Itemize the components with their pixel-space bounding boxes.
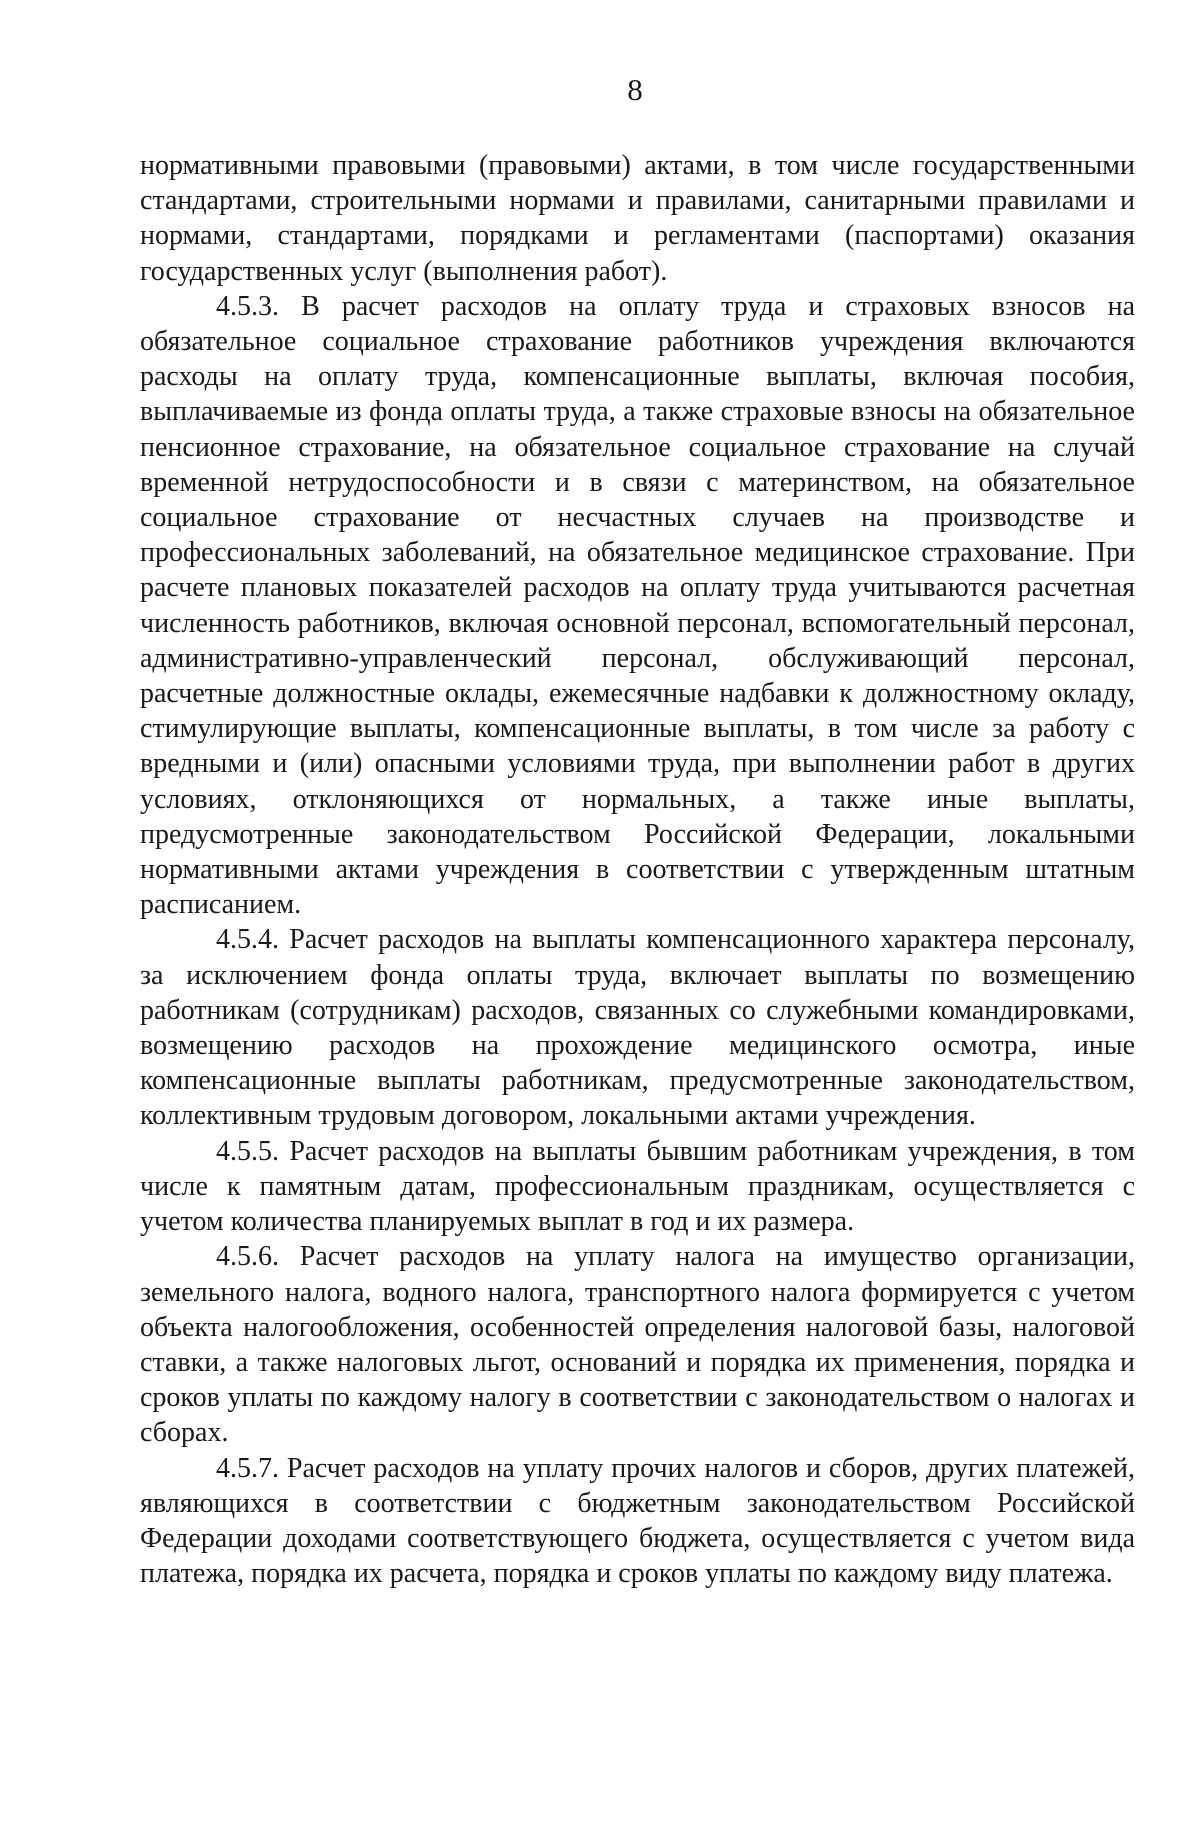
paragraph-4-5-6: 4.5.6. Расчет расходов на уплату налога на имущество организации, земельного налога, водного налога, транспортного налога формируется с учетом объекта налогообложения, особенностей определения налоговой базы, налоговой ставки, а также налоговых льгот, оснований и порядка их применения, порядка и сроков уплаты по каждому налогу в соответствии с законодательством о налогах и сборах.: [140, 1241, 1135, 1449]
paragraph-4-5-5: 4.5.5. Расчет расходов на выплаты бывшим работникам учреждения, в том числе к памятным датам, профессиональным праздникам, осуществляется с учетом количества планируемых выплат в год и их размера.: [140, 1135, 1135, 1238]
paragraph-4-5-3: 4.5.3. В расчет расходов на оплату труда и страховых взносов на обязательное социальное страхование работников учреждения включаются расходы на оплату труда, компенсационные выплаты, включая пособия, выплачиваемые из фонда оплаты труда, а также страховые взносы на обязательное пенсионное страхование, на обязательное социальное страхование на случай временной нетрудоспособности и в связи с материнством, на обязательное социальное страхование от несчастных случаев на производстве и профессиональных заболеваний, на обязательное медицинское страхование. При расчете плановых показателей расходов на оплату труда учитываются расчетная численность работников, включая основной персонал, вспомогательный персонал, административно-управленческий персонал, обслуживающий персонал, расчетные должностные оклады, ежемесячные надбавки к должностному окладу, стимулирующие выплаты, компенсационные выплаты, в том числе за работу с вредными и (или) опасными условиями труда, при выполнении работ в других условиях, отклоняющихся от нормальных, а также иные выплаты, предусмотренные законодательством Российской Федерации, локальными нормативными актами учреждения в соответствии с утвержденным штатным расписанием.: [140, 290, 1135, 921]
paragraph-4-5-4: 4.5.4. Расчет расходов на выплаты компенсационного характера персоналу, за исключением фонда оплаты труда, включает выплаты по возмещению работникам (сотрудникам) расходов, связанных со служебными командировками, возмещению расходов на прохождение медицинского осмотра, иные компенсационные выплаты работникам, предусмотренные законодательством, коллективным трудовым договором, локальными актами учреждения.: [140, 924, 1135, 1132]
document-body: [140, 148, 1135, 1591]
paragraph-continuation: нормативными правовыми (правовыми) актами, в том числе государственными стандартами, строительными нормами и правилами, санитарными правилами и нормами, стандартами, порядками и регламентами (паспортами) оказания государственных услуг (выполнения работ).: [140, 150, 1135, 287]
page-number: 8: [627, 72, 643, 107]
paragraph-4-5-7: 4.5.7. Расчет расходов на уплату прочих налогов и сборов, других платежей, являющихся в соответствии с бюджетным законодательством Российской Федерации доходами соответствующего бюджета, осуществляется с учетом вида платежа, порядка их расчета, порядка и сроков уплаты по каждому виду платежа.: [140, 1452, 1135, 1590]
